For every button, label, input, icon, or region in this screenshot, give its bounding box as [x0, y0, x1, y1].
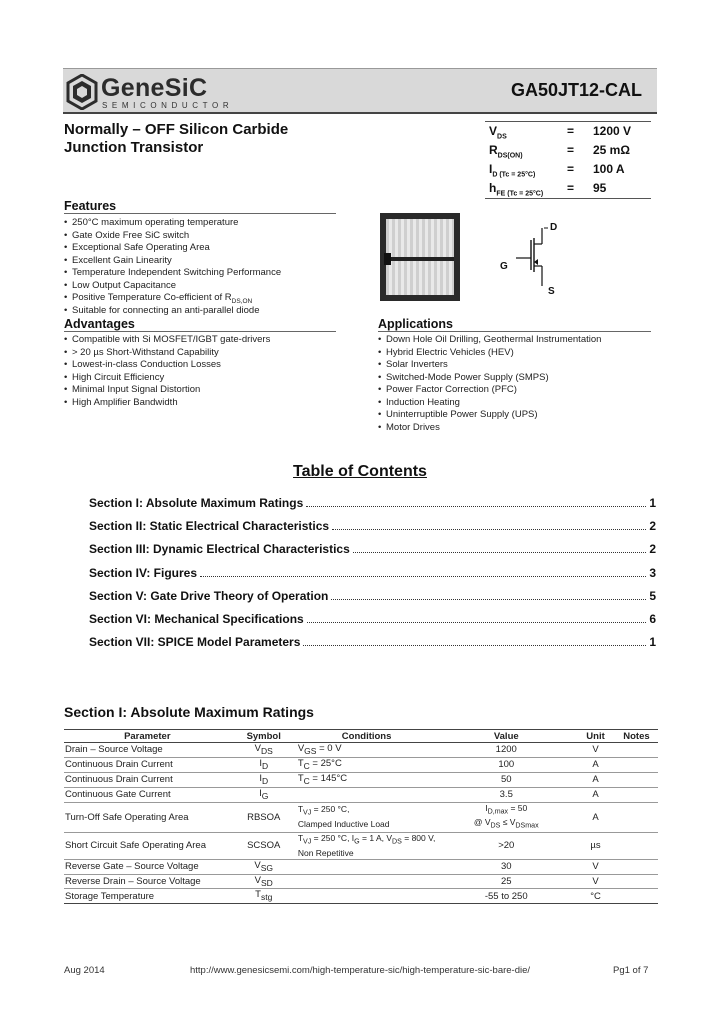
spec-symbol: $V_{DS}$ — [489, 124, 507, 141]
toc-entry[interactable]: Section V: Gate Drive Theory of Operation 5 — [89, 589, 656, 603]
footer-page-number: Pg1 of 7 — [613, 965, 649, 976]
table-row: Continuous Drain Current $I_D$ $T_C = 25^\circ C$ 100 A — [64, 757, 658, 772]
table-row: Drain – Source Voltage $V_{DS}$ $V_{GS} = 0$ V 1200 V — [64, 743, 658, 758]
features-rule — [64, 213, 336, 214]
table-row: Continuous Drain Current $I_D$ $T_C = 145^\circ C$ 50 A — [64, 772, 658, 787]
list-item: • Minimal Input Signal Distortion — [64, 384, 201, 395]
toc-entry[interactable]: Section III: Dynamic Electrical Characteristics 2 — [89, 542, 656, 556]
list-item: • Power Factor Correction (PFC) — [378, 384, 517, 395]
logo-name: GeneSiC — [101, 74, 208, 102]
column-header: Symbol — [231, 730, 297, 743]
list-item: • Excellent Gain Linearity — [64, 254, 172, 266]
spec-equals: = — [567, 162, 575, 176]
column-header: Notes — [615, 730, 658, 743]
product-title-line2: Junction Transistor — [64, 139, 204, 156]
spec-symbol: $R_{DS(ON)}$ — [489, 143, 523, 160]
ratings-table — [64, 729, 658, 904]
toc-entry[interactable]: Section VI: Mechanical Specifications 6 — [89, 612, 656, 626]
features-heading: Features — [64, 199, 117, 213]
spec-value: 1200 V — [593, 124, 632, 138]
footer-date: Aug 2014 — [64, 965, 105, 976]
toc-title: Table of Contents — [293, 463, 427, 480]
advantages-rule — [64, 331, 336, 332]
table-row: Storage Temperature $T_{stg}$ -55 to 250 °C — [64, 889, 658, 904]
toc-entry[interactable]: Section IV: Figures 3 — [89, 566, 656, 580]
transistor-symbol-icon — [498, 218, 568, 298]
list-item: • Motor Drives — [378, 421, 440, 433]
footer-url-link[interactable]: http://www.genesicsemi.com/high-temperature-sic/high-temperature-sic-bare-die/ — [190, 965, 531, 976]
table-row: Turn-Off Safe Operating Area RBSOA $T_{VJ} = 250$ °C, Clamped Inductive Load $I_{D,max} = 50$ @ $V_{DS} \le V_{DSmax}$ A — [64, 802, 658, 832]
ratings-heading: Section I: Absolute Maximum Ratings — [64, 704, 314, 720]
advantages-list — [64, 334, 270, 409]
column-header: Value — [436, 730, 576, 743]
applications-heading: Applications — [378, 317, 454, 331]
spec-value: 25 mΩ — [593, 143, 630, 157]
spec-symbol: $h_{FE (Tc = 25^\circ C)}$ — [489, 181, 544, 198]
toc-entry[interactable]: Section I: Absolute Maximum Ratings 1 — [89, 496, 656, 510]
list-item: • High Circuit Efficiency — [64, 371, 165, 383]
list-item: • Down Hole Oil Drilling, Geothermal Instrumentation — [378, 334, 602, 345]
list-item: • Positive Temperature Co-efficient of $R_{DS,ON}$ — [64, 292, 253, 305]
list-item: • Exceptional Safe Operating Area — [64, 242, 210, 253]
spec-row — [485, 180, 651, 199]
table-row: Reverse Gate – Source Voltage $V_{SG}$ 30 V — [64, 859, 658, 874]
column-header: Unit — [576, 730, 615, 743]
list-item: • Compatible with Si MOSFET/IGBT gate-drivers — [64, 334, 271, 345]
column-header: Conditions — [297, 730, 437, 743]
applications-list — [378, 334, 601, 434]
column-header: Parameter — [64, 730, 231, 743]
list-item: • Uninterruptible Power Supply (UPS) — [378, 409, 538, 420]
list-item: • High Amplifier Bandwidth — [64, 396, 178, 408]
toc-entry[interactable]: Section VII: SPICE Model Parameters 1 — [89, 635, 656, 649]
table-row: Continuous Gate Current $I_G$ 3.5 A — [64, 787, 658, 802]
list-item: • Lowest-in-class Conduction Losses — [64, 359, 221, 370]
spec-equals: = — [567, 181, 575, 195]
table-row: Short Circuit Safe Operating Area SCSOA $T_{VJ} = 250$ °C, $I_G = 1$ A, $V_{DS} = 800$ V, Non Repetitive >20 µs — [64, 832, 658, 859]
table-header-row — [64, 730, 658, 743]
applications-rule — [378, 331, 651, 332]
source-label: S — [548, 286, 555, 297]
list-item: • Induction Heating — [378, 396, 460, 408]
toc-entry[interactable]: Section II: Static Electrical Characteristics 2 — [89, 519, 656, 533]
part-number: GA50JT12-CAL — [510, 80, 642, 100]
product-title-line1: Normally – OFF Silicon Carbide — [64, 121, 289, 138]
gate-label: G — [500, 261, 508, 272]
list-item: • Solar Inverters — [378, 359, 448, 370]
list-item: • Hybrid Electric Vehicles (HEV) — [378, 346, 514, 358]
list-item: • 250°C maximum operating temperature — [64, 217, 239, 228]
advantages-heading: Advantages — [64, 317, 135, 331]
drain-label: D — [550, 222, 558, 233]
table-row: Reverse Drain – Source Voltage $V_{SD}$ 25 V — [64, 874, 658, 889]
list-item: • > 20 µs Short-Withstand Capability — [64, 346, 219, 358]
spec-equals: = — [567, 124, 575, 138]
die-photo — [380, 213, 460, 301]
list-item: • Temperature Independent Switching Performance — [64, 267, 282, 278]
list-item: • Low Output Capacitance — [64, 279, 177, 291]
spec-value: 100 A — [593, 162, 625, 176]
spec-equals: = — [567, 143, 575, 157]
list-item: • Switched-Mode Power Supply (SMPS) — [378, 371, 549, 383]
list-item: • Suitable for connecting an anti-parallel diode — [64, 304, 260, 316]
spec-row — [485, 123, 651, 142]
logo-subtitle: SEMICONDUCTOR — [102, 101, 234, 110]
spec-row — [485, 161, 651, 180]
features-list — [64, 217, 281, 317]
spec-symbol: $I_{D (Tc = 25^\circ C)}$ — [489, 162, 536, 179]
spec-value: 95 — [593, 181, 607, 195]
spec-row — [485, 142, 651, 161]
key-specs-box — [485, 121, 651, 199]
list-item: • Gate Oxide Free SiC switch — [64, 229, 190, 241]
